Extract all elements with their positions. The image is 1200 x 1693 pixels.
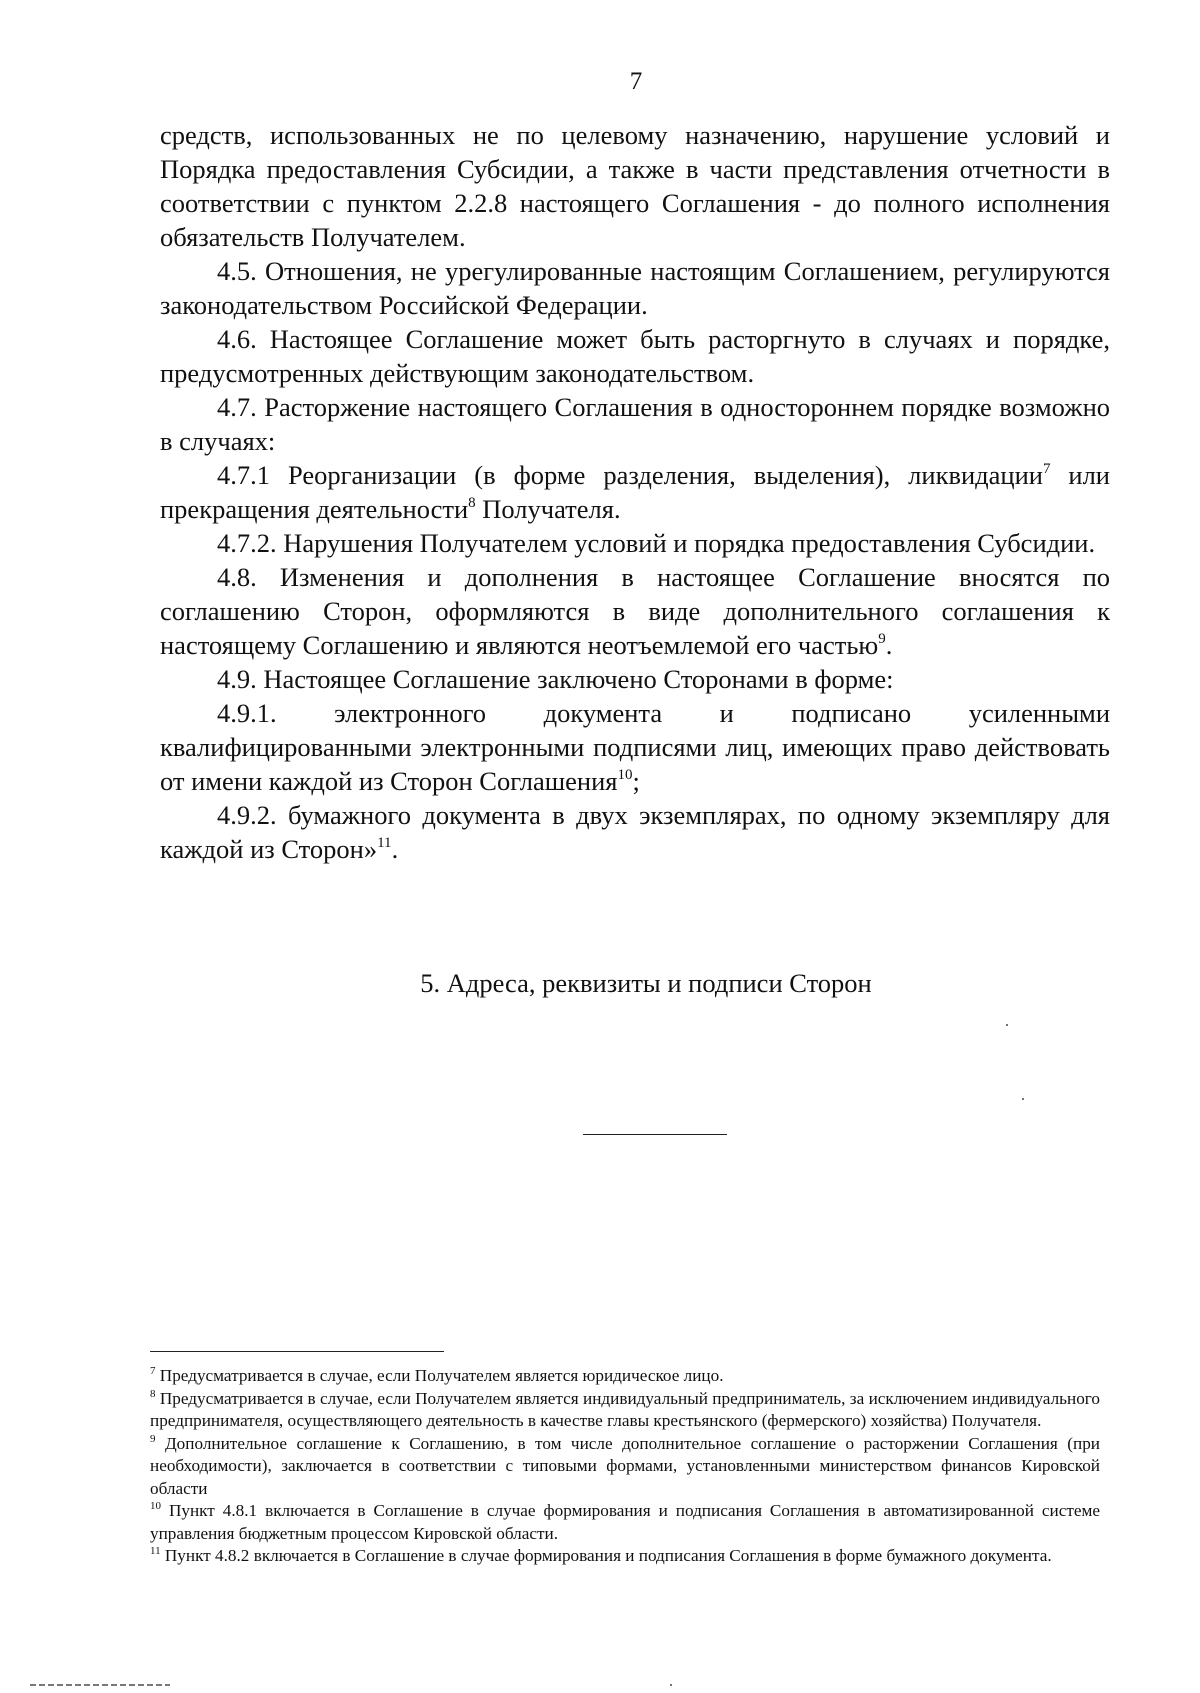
- clause-4-7-1: [160, 458, 1110, 526]
- clause-4-7-2: 4.7.2. Нарушения Получателем условий и порядка предоставления Субсидии.: [217, 528, 1096, 558]
- clause-text: .: [391, 834, 399, 864]
- footnote-text: Предусматривается в случае, если Получателем является индивидуальный предприниматель, за исключением индивидуального предпринимателя, осуществляющего деятельность в качестве главы крестьянского (фермерского) хозяйства) Получателя.: [150, 1388, 1101, 1430]
- footnote-text: Пункт 4.8.1 включается в Соглашение в случае формирования и подписания Соглашения в автоматизированной системе управления бюджетным процессом Кировской области.: [150, 1501, 1101, 1543]
- footnote-10: [150, 1500, 1100, 1545]
- clause-text: ;: [632, 766, 640, 796]
- footnote-7: [150, 1365, 1100, 1388]
- clause-4-8: [160, 560, 1110, 662]
- page-number: 7: [629, 68, 643, 95]
- footnote-text: Пункт 4.8.2 включается в Соглашение в случае формирования и подписания Соглашения в форме бумажного документа.: [164, 1546, 1052, 1565]
- footnote-11: [150, 1545, 1100, 1568]
- footnote-9: [150, 1433, 1100, 1501]
- clause-4-6: 4.6. Настоящее Соглашение может быть расторгнуто в случаях и порядке, предусмотренных действующим законодательством.: [160, 324, 1110, 388]
- footnote-8: [150, 1388, 1100, 1433]
- scan-speck: [1006, 1024, 1008, 1026]
- clause-text: 4.9.2. бумажного документа в двух экземплярах, по одному экземпляру для каждой из Сторон»: [160, 800, 1110, 864]
- footnotes: [150, 1365, 1100, 1568]
- clause-4-9: 4.9. Настоящее Соглашение заключено Сторонами в форме:: [217, 664, 894, 694]
- scan-edge-artifact: [30, 1684, 170, 1686]
- clause-text: 4.8. Изменения и дополнения в настоящее Соглашение вносятся по соглашению Сторон, оформляются в виде дополнительного соглашения к настоящему Соглашению и являются неотъемлемой его частью: [160, 562, 1110, 660]
- footnote-number: 9: [150, 1432, 156, 1445]
- footnote-ref: 7: [1042, 461, 1051, 477]
- clause-4-7: 4.7. Расторжение настоящего Соглашения в одностороннем порядке возможно в случаях:: [160, 392, 1110, 456]
- clause-4-5: 4.5. Отношения, не урегулированные настоящим Соглашением, регулируются законодательством Российской Федерации.: [160, 256, 1110, 320]
- section-heading: 5. Адреса, реквизиты и подписи Сторон: [420, 968, 872, 998]
- footnote-number: 11: [150, 1545, 161, 1557]
- document-body: [160, 118, 1110, 866]
- scan-speck: [1022, 1098, 1024, 1100]
- footnote-ref: 9: [878, 631, 886, 647]
- footnote-text: Предусматривается в случае, если Получателем является юридическое лицо.: [159, 1366, 724, 1385]
- clause-text: 4.7.1 Реорганизации (в форме разделения, выделения), ликвидации: [217, 460, 1043, 490]
- clause-text: .: [885, 630, 893, 660]
- footnote-separator: [150, 1351, 444, 1352]
- footnote-number: 7: [150, 1365, 156, 1377]
- paragraph-continuation: средств, использованных не по целевому назначению, нарушение условий и Порядка предоставления Субсидии, а также в части представления отчетности в соответствии с пунктом 2.2.8 настоящего Соглашения - до полного исполнения обязательств Получателем.: [160, 120, 1110, 252]
- scan-speck: [670, 1684, 672, 1686]
- clause-4-9-1: [160, 696, 1110, 798]
- clause-text: или прекращения деятельности: [160, 460, 1110, 524]
- clause-text: 4.9.1. электронного документа и подписано усиленными квалифицированными электронными подписями лиц, имеющих право действовать от имени каждой из Сторон Соглашения: [160, 698, 1110, 796]
- footnote-number: 10: [150, 1500, 161, 1512]
- footnote-ref: 8: [468, 495, 476, 511]
- footnote-number: 8: [150, 1387, 156, 1400]
- clause-4-9-2: [160, 798, 1110, 866]
- clause-text: Получателя.: [475, 494, 621, 524]
- footnote-ref: 10: [617, 767, 633, 783]
- footnote-text: Дополнительное соглашение к Соглашению, в том числе дополнительное соглашение о расторжении Соглашения (при необходимости), заключается в соответствии с типовыми формами, установленными министерством финансов Кировской области: [150, 1433, 1100, 1498]
- end-of-text-rule: [583, 1134, 727, 1135]
- footnote-ref: 11: [377, 835, 392, 851]
